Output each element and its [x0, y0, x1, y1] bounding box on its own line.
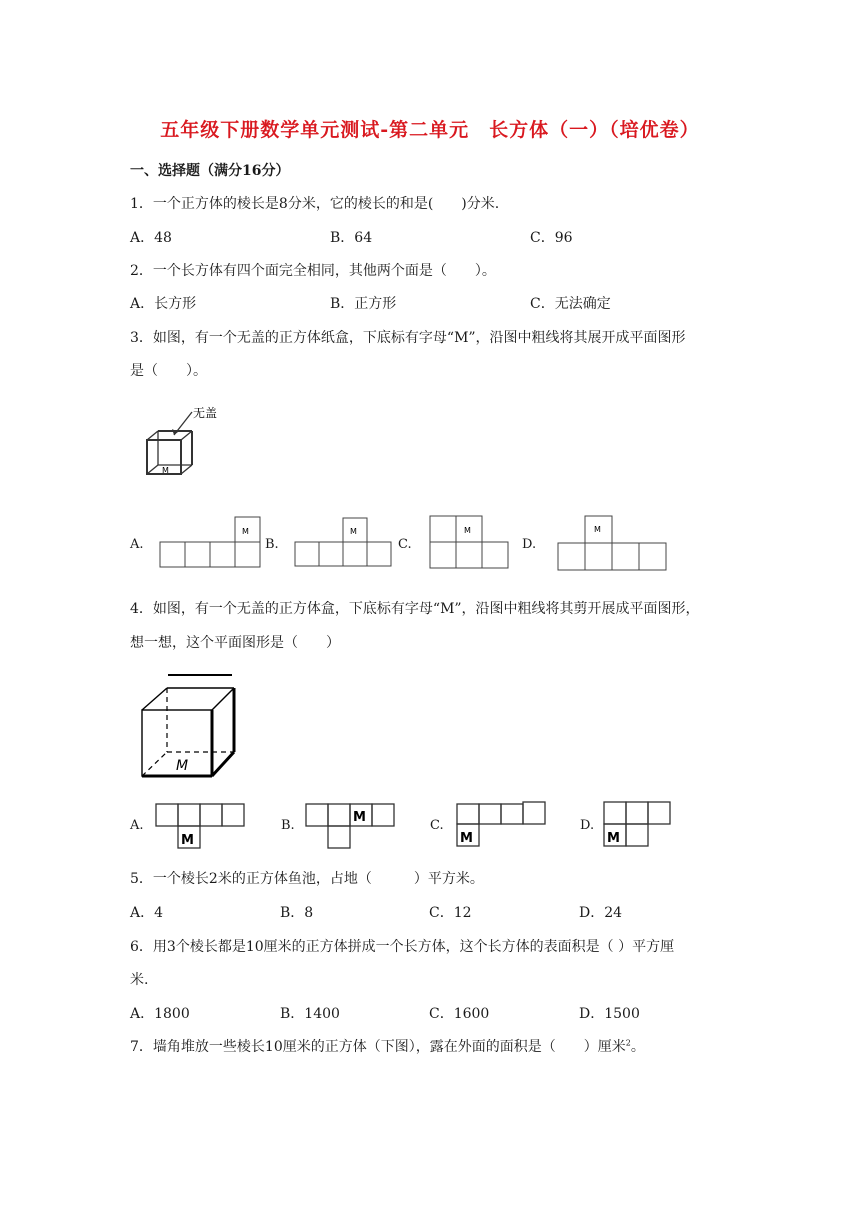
question-6-stem-line-1: 6．用3个棱长都是10厘米的正方体拼成一个长方体，这个长方体的表面积是（ ）平方厘	[130, 939, 675, 955]
question-4-net-a-letter: M	[181, 833, 194, 848]
question-7-superscript: 2	[625, 1038, 631, 1048]
question-2-stem: 2．一个长方体有四个面完全相同，其他两个面是（ ）。	[130, 263, 496, 279]
question-4-stem-line-2: 想一想，这个平面图形是（ ）	[130, 635, 340, 651]
page-title: 五年级下册数学单元测试-第二单元 长方体（一）（培优卷）	[160, 119, 700, 141]
question-3-option-d: D.	[522, 537, 537, 552]
question-1-option-b: B．64	[330, 230, 373, 246]
question-4-figure-letter: M	[176, 758, 189, 774]
question-3-option-b: B.	[265, 537, 279, 552]
question-6-option-d: D．1500	[579, 1006, 640, 1022]
question-2-option-a: A．长方形	[130, 296, 197, 312]
question-3-option-c: C.	[398, 537, 412, 552]
section-heading: 一、选择题（满分16分）	[130, 163, 290, 179]
question-3-stem-line-1: 3．如图，有一个无盖的正方体纸盒，下底标有字母“M”，沿图中粗线将其展开成平面图形	[130, 330, 686, 346]
question-3-option-a: A.	[130, 537, 144, 552]
question-3-net-c-letter: M	[464, 526, 471, 535]
question-5-option-c: C．12	[429, 905, 472, 921]
question-5-option-b: B．8	[280, 905, 314, 921]
question-4-option-c: C.	[430, 818, 444, 833]
question-6-stem-line-2: 米.	[130, 972, 149, 988]
question-7-stem-text: 7．墙角堆放一些棱长10厘米的正方体（下图），露在外面的面积是（ ）厘米	[130, 1039, 626, 1055]
question-3-cube-figure	[130, 405, 230, 490]
question-5-option-d: D．24	[579, 905, 623, 921]
question-4-option-d: D.	[580, 818, 595, 833]
question-1-option-a: A．48	[130, 230, 172, 246]
question-4-net-c-letter: M	[460, 831, 473, 846]
question-4-net-d-letter: M	[607, 831, 620, 846]
question-3-figure-letter: M	[162, 466, 169, 475]
question-5-stem: 5．一个棱长2米的正方体鱼池，占地（ ）平方米。	[130, 871, 484, 887]
question-3-figure-label: 无盖	[193, 406, 218, 420]
question-6-option-c: C．1600	[429, 1006, 490, 1022]
question-6-option-b: B．1400	[280, 1006, 340, 1022]
question-3-net-d-letter: M	[594, 525, 601, 534]
question-3-net-a	[158, 516, 263, 570]
question-5-option-a: A．4	[130, 905, 164, 921]
question-3-net-d	[557, 514, 669, 571]
question-4-option-a: A.	[130, 818, 144, 833]
question-4-option-b: B.	[281, 818, 295, 833]
question-4-net-d	[602, 800, 678, 852]
question-6-option-a: A．1800	[130, 1006, 190, 1022]
question-7-stem-end: 。	[630, 1039, 645, 1055]
question-4-net-a	[154, 802, 248, 852]
question-3-net-b	[294, 516, 394, 570]
question-1-stem: 1．一个正方体的棱长是8分米，它的棱长的和是( )分米.	[130, 196, 500, 212]
question-2-option-b: B．正方形	[330, 296, 397, 312]
question-4-cube-figure	[134, 666, 244, 782]
question-4-net-b	[304, 802, 398, 852]
question-4-net-b-letter: M	[353, 810, 366, 825]
question-3-net-c	[428, 514, 510, 570]
question-3-net-b-letter: M	[350, 527, 357, 536]
question-2-option-c: C．无法确定	[530, 296, 611, 312]
question-7-stem	[130, 1036, 645, 1056]
question-3-net-a-letter: M	[242, 527, 249, 536]
question-4-net-c	[455, 800, 549, 850]
question-3-stem-line-2: 是（ ）。	[130, 363, 207, 379]
question-4-stem-line-1: 4．如图，有一个无盖的正方体盒，下底标有字母“M”，沿图中粗线将其剪开展成平面图形，	[130, 601, 700, 617]
question-1-option-c: C．96	[530, 230, 573, 246]
